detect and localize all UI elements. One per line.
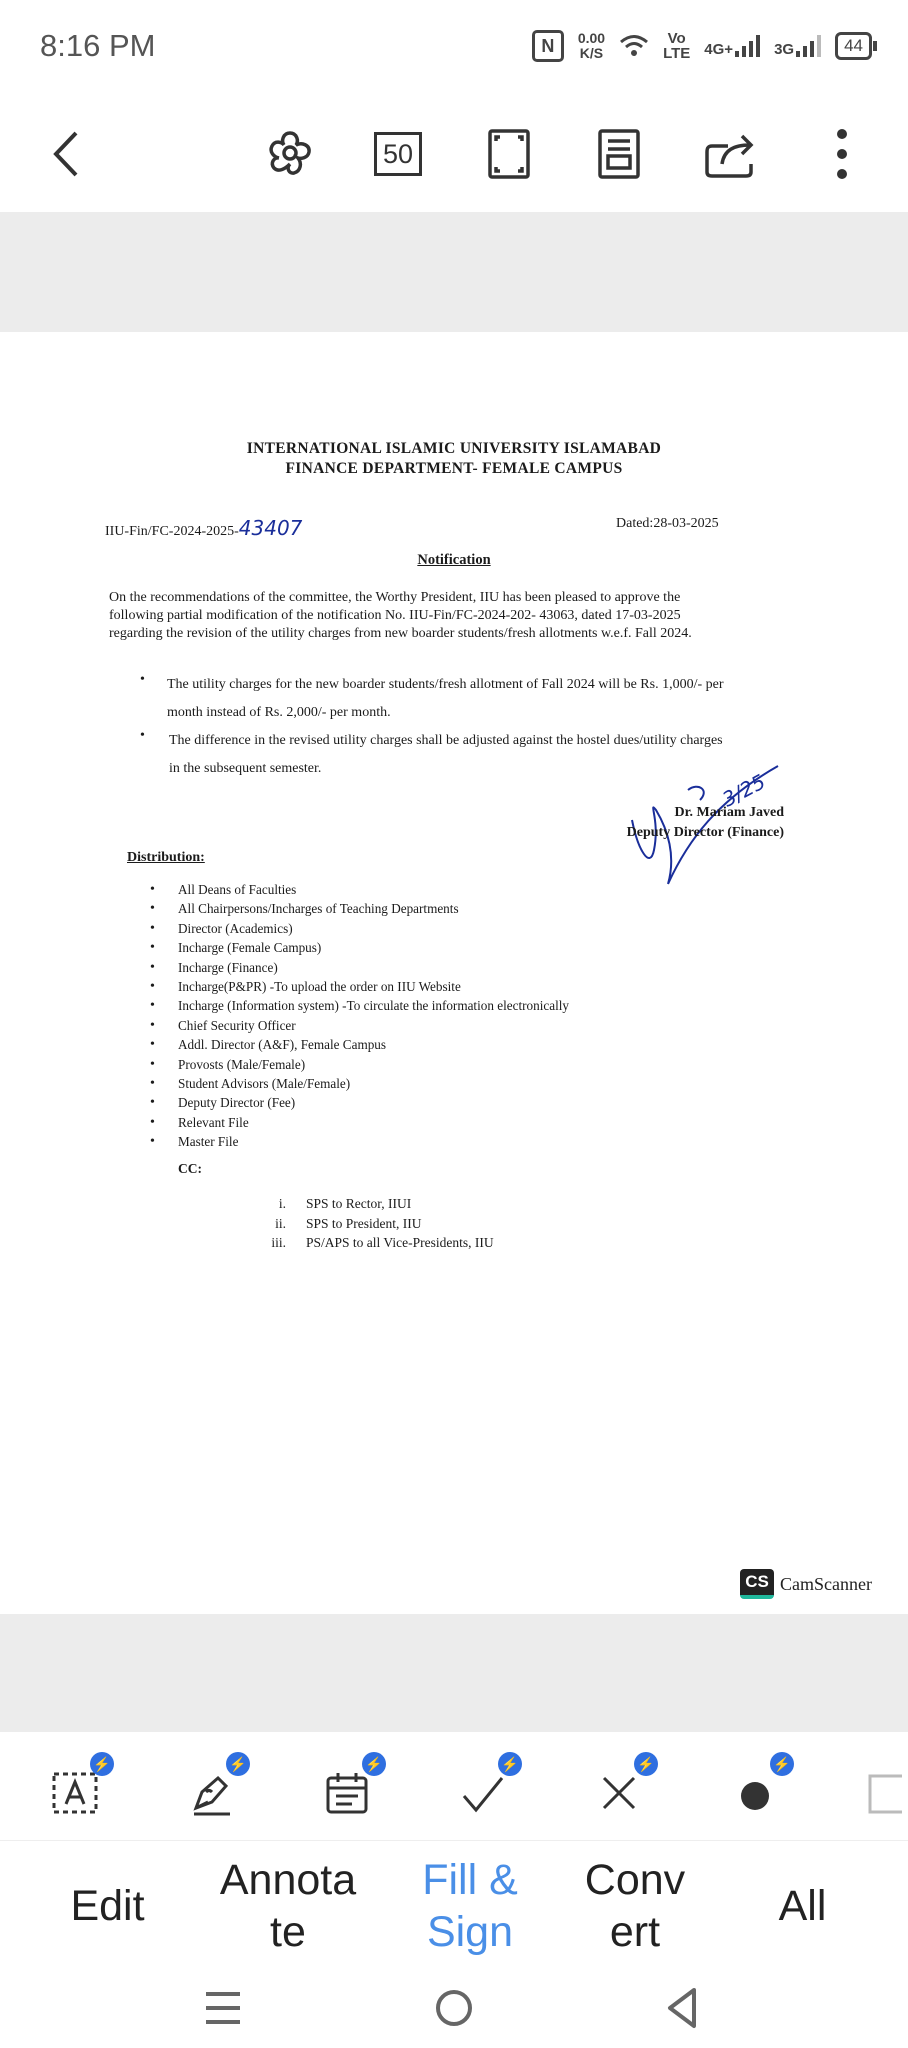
cc-item [246, 1194, 646, 1214]
page-number-button[interactable] [366, 122, 430, 186]
tab-label: Annota [219, 1856, 357, 1904]
signal-bars-icon [735, 35, 760, 57]
page-number: 50 [374, 132, 422, 176]
wifi-icon [619, 33, 649, 59]
cc-item-number: iii. [271, 1235, 286, 1250]
tab-fill-and-sign[interactable] [380, 1841, 560, 1971]
net-speed [578, 31, 605, 61]
calendar-icon [322, 1768, 372, 1818]
status-bar [0, 0, 908, 100]
distribution-item: • Relevant File [150, 1113, 750, 1132]
net-speed-unit: K/S [579, 45, 604, 61]
cc-item-number: ii. [275, 1215, 286, 1231]
back-arrow-icon [46, 129, 86, 179]
tab-label: Conv [584, 1856, 686, 1904]
fullscreen-icon [487, 128, 531, 180]
cross-tool[interactable] [584, 1755, 655, 1828]
distribution-item: • Incharge(P&PR) -To upload the order on IIU Website [150, 977, 750, 996]
edit-text-tool[interactable] [40, 1755, 111, 1828]
more-options-button[interactable] [810, 122, 874, 186]
cc-item [246, 1214, 646, 1234]
bottom-tab-bar [0, 1840, 908, 1971]
premium-badge-icon: ⚡ [634, 1752, 658, 1776]
fullscreen-button[interactable] [477, 122, 541, 186]
document-title: Notification [417, 552, 491, 568]
cc-item [246, 1233, 646, 1253]
distribution-item: • Provosts (Male/Female) [150, 1055, 750, 1074]
cc-item-text: SPS to President, IIU [306, 1215, 422, 1231]
body-line: following partial modification of the notification No. IIU-Fin/FC-2024-202- 43063, dated 17-03-2025 [109, 608, 681, 623]
rectangle-icon [862, 1768, 902, 1818]
back-triangle-icon [660, 1984, 704, 2032]
date-tool[interactable] [312, 1755, 383, 1828]
distribution-list [150, 880, 750, 1152]
pen-icon [186, 1768, 236, 1818]
status-icons [532, 30, 872, 62]
share-icon [702, 128, 758, 180]
tab-annotate[interactable] [198, 1841, 378, 1971]
nfc-icon: N [532, 30, 564, 62]
distribution-heading: Distribution: [127, 850, 205, 865]
camscanner-logo: CS [740, 1569, 774, 1599]
premium-badge-icon: ⚡ [770, 1752, 794, 1776]
tab-edit[interactable] [20, 1841, 195, 1971]
status-time: 8:16 PM [40, 28, 156, 63]
tab-label: Sign [426, 1908, 514, 1956]
signatory-name: Dr. Mariam Javed [674, 805, 784, 820]
battery-level: 44 [844, 36, 863, 55]
reference-number-handwritten: 43407 [238, 516, 303, 540]
distribution-item: • Incharge (Female Campus) [150, 938, 750, 957]
share-button[interactable] [698, 122, 762, 186]
tab-convert[interactable] [545, 1841, 725, 1971]
cc-item-number: i. [278, 1196, 286, 1211]
back-button[interactable] [34, 122, 98, 186]
distribution-item: • Deputy Director (Fee) [150, 1093, 750, 1112]
body-line: regarding the revision of the utility charges from new boarder students/fresh allotments w.e.f. Fall 2024. [109, 626, 692, 641]
bullet-line: in the subsequent semester. [169, 761, 322, 776]
recent-apps-button[interactable] [200, 1988, 246, 2033]
text-box-icon [50, 1768, 100, 1818]
cross-icon [594, 1768, 644, 1818]
document-page[interactable] [0, 332, 908, 1614]
signal-bars-icon [796, 35, 821, 57]
premium-badge-icon: ⚡ [362, 1752, 386, 1776]
tab-label: Fill & [422, 1856, 518, 1904]
sim1-signal [704, 35, 760, 57]
menu-lines-icon [200, 1988, 246, 2028]
top-toolbar [0, 100, 908, 213]
system-back-button[interactable] [660, 1984, 704, 2037]
premium-badge-icon: ⚡ [226, 1752, 250, 1776]
volte-label [663, 31, 690, 61]
distribution-item: • Incharge (Finance) [150, 958, 750, 977]
cc-item-text: SPS to Rector, IIUI [306, 1196, 412, 1211]
cc-item-text: PS/APS to all Vice-Presidents, IIU [306, 1235, 494, 1250]
document-date: Dated:28-03-2025 [616, 516, 719, 531]
home-button[interactable] [432, 1986, 476, 2035]
bottom-tool-row [0, 1732, 908, 1840]
distribution-item: • All Deans of Faculties [150, 880, 750, 899]
reference-number-printed: IIU-Fin/FC-2024-2025- [105, 524, 239, 539]
dot-tool[interactable] [720, 1755, 791, 1828]
sim2-network-type: 3G [774, 41, 795, 58]
volte-top: Vo [667, 30, 686, 47]
distribution-item: • Chief Security Officer [150, 1016, 750, 1035]
tab-label: te [270, 1908, 306, 1956]
body-line: On the recommendations of the committee, the Worthy President, IIU has been pleased to approve the [109, 590, 681, 605]
more-vertical-icon [832, 127, 852, 181]
tab-label: Edit [70, 1882, 145, 1930]
theme-button[interactable] [258, 122, 322, 186]
check-icon [458, 1768, 508, 1818]
notification-body [109, 589, 809, 643]
camscanner-text: CamScanner [780, 1573, 872, 1594]
distribution-item: • All Chairpersons/Incharges of Teaching Departments [150, 899, 750, 918]
dot-icon [730, 1768, 780, 1818]
annotate-pen-tool[interactable] [176, 1755, 247, 1828]
document-view-icon [597, 128, 641, 180]
distribution-item: • Master File [150, 1132, 750, 1151]
camscanner-watermark [740, 1569, 872, 1599]
bullet-point: • The utility charges for the new boarder students/fresh allotment of Fall 2024 will be Rs. 1,000/- per month instead of Rs. 2,000/- per month. [140, 671, 820, 727]
checkmark-tool[interactable] [448, 1755, 519, 1828]
header-line2: FINANCE DEPARTMENT- FEMALE CAMPUS [285, 460, 623, 477]
battery-icon [835, 32, 872, 60]
flower-icon [263, 127, 317, 181]
signature-date: 3/25 [718, 769, 770, 812]
sim2-signal [774, 35, 821, 57]
reading-mode-button[interactable] [587, 122, 651, 186]
volte-bottom: LTE [663, 45, 691, 62]
header-line1: INTERNATIONAL ISLAMIC UNIVERSITY ISLAMABAD [246, 440, 662, 457]
distribution-item: • Incharge (Information system) -To circulate the information electronically [150, 996, 750, 1015]
system-navigation-bar [0, 1970, 908, 2048]
bullet-line: The utility charges for the new boarder students/fresh allotment of Fall 2024 will be Rs. 1,000/- per [167, 677, 724, 692]
premium-badge-icon: ⚡ [90, 1752, 114, 1776]
bullet-line: The difference in the revised utility charges shall be adjusted against the hostel dues/utility charges [169, 733, 723, 748]
tab-label: All [778, 1882, 827, 1930]
signatory-title: Deputy Director (Finance) [626, 825, 784, 840]
bullet-point: • The difference in the revised utility charges shall be adjusted against the hostel dues/utility charges in the subsequent semester. [140, 727, 820, 783]
next-tool[interactable] [862, 1758, 908, 1828]
premium-badge-icon: ⚡ [498, 1752, 522, 1776]
distribution-item: • Director (Academics) [150, 919, 750, 938]
cc-label: CC: [178, 1161, 202, 1176]
tab-label: ert [609, 1908, 661, 1956]
reference-number [105, 516, 302, 540]
net-speed-value: 0.00 [577, 30, 606, 46]
distribution-item: • Student Advisors (Male/Female) [150, 1074, 750, 1093]
distribution-item: • Addl. Director (A&F), Female Campus [150, 1035, 750, 1054]
sim1-network-type: 4G+ [704, 41, 734, 58]
home-circle-icon [432, 1986, 476, 2030]
bullet-line: month instead of Rs. 2,000/- per month. [167, 705, 391, 720]
tab-all[interactable] [715, 1841, 890, 1971]
cc-list [246, 1194, 646, 1253]
